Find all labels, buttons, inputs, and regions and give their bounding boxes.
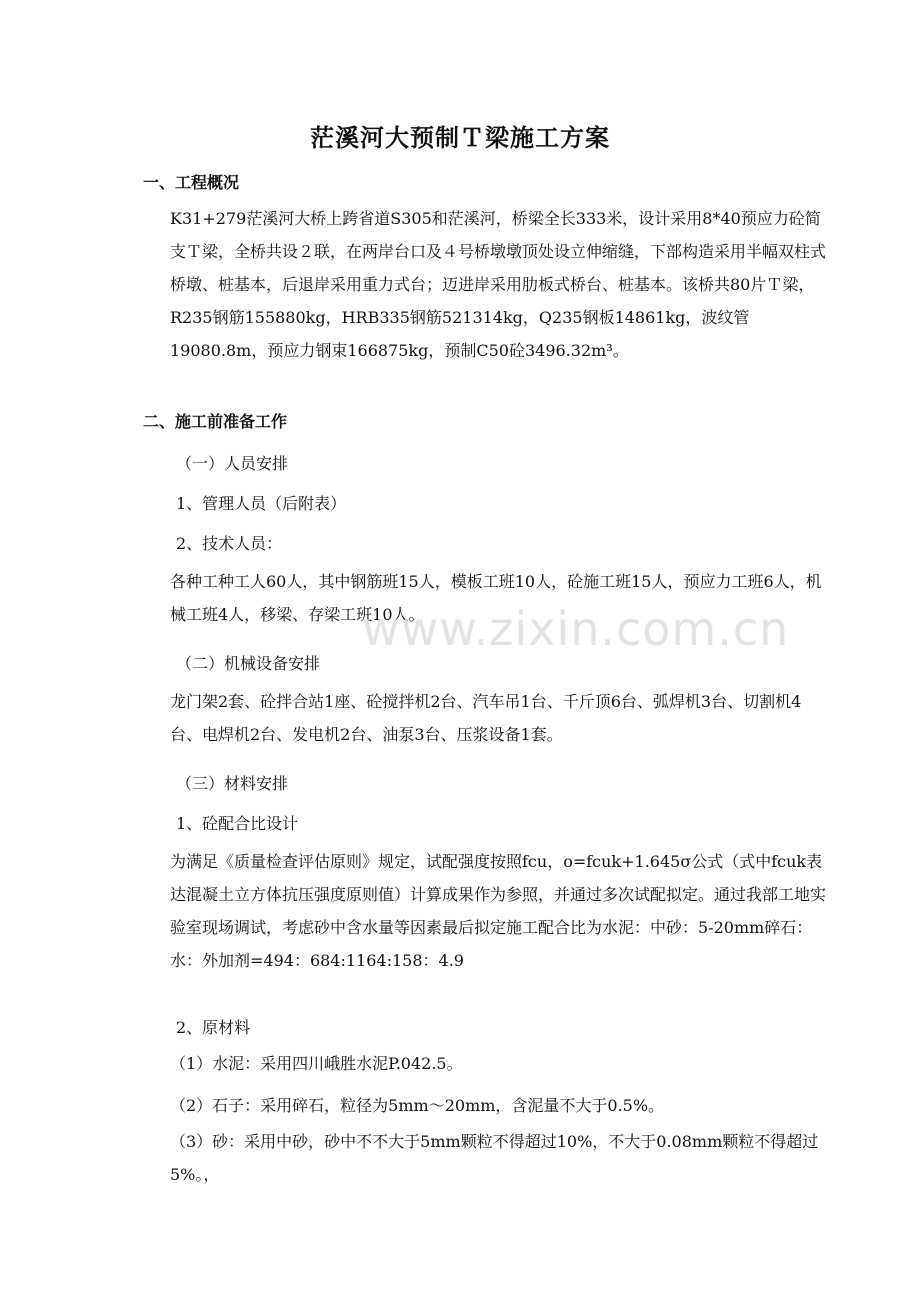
item-mix-design: 1、砼配合比设计: [176, 814, 299, 833]
item-raw-materials: 2、原材料: [176, 1018, 251, 1037]
overview-paragraph: K31+279茫溪河大桥上跨省道S305和茫溪河，桥梁全长333米，设计采用8*40预应力砼简支Ｔ梁，全桥共设２联，在两岸台口及４号桥墩墩顶处设立伸缩缝，下部构造采用半幅双柱式桥墩、桩基本，后退岸采用重力式台；迈进岸采用肋板式桥台、桩基本。该桥共80片Ｔ梁，R235钢筋155880kg，HRB335钢筋521314kg，Q235钢板14861kg，波纹管19080.8m，预应力钢束166875kg，预制C50砼3496.32m³。: [170, 209, 827, 360]
subheading-materials: （三）材料安排: [176, 774, 289, 793]
subheading-machinery: （二）机械设备安排: [176, 654, 321, 673]
document-title: 茫溪河大预制Ｔ梁施工方案: [310, 124, 610, 152]
section-heading-overview: 一、工程概况: [143, 173, 240, 192]
workers-paragraph: 各种工种工人60人，其中钢筋班15人，模板工班10人，砼施工班15人，预应力工班6人，机械工班4人，移梁、存梁工班10人。: [170, 572, 822, 624]
item-technical-staff: 2、技术人员：: [176, 534, 283, 553]
material-cement: （1）水泥：采用四川峨胜水泥P.042.5。: [170, 1054, 463, 1073]
subheading-personnel: （一）人员安排: [176, 454, 289, 473]
item-management-staff: 1、管理人员（后附表）: [176, 494, 347, 513]
material-gravel: （2）石子：采用碎石，粒径为5mm～20mm，含泥量不大于0.5%。: [170, 1096, 665, 1115]
watermark: www.zixin.com.cn: [362, 602, 790, 656]
machinery-paragraph: 龙门架2套、砼拌合站1座、砼搅拌机2台、汽车吊1台、千斤顶6台、弧焊机3台、切割机4台、电焊机2台、发电机2台、油泵3台、压浆设备1套。: [170, 692, 802, 744]
material-sand: （3）砂：采用中砂，砂中不不大于5mm颗粒不得超过10%，不大于0.08mm颗粒不得超过5%。，: [170, 1132, 819, 1184]
mix-design-paragraph: 为满足《质量检查评估原则》规定，试配强度按照fcu，o=fcuk+1.645σ公式（式中fcuk表达混凝土立方体抗压强度原则值）计算成果作为参照，并通过多次试配拟定。通过我部工地实验室现场调试，考虑砂中含水量等因素最后拟定施工配合比为水泥：中砂：5-20mm碎石：水：外加剂=494：684:1164:158：4.9: [170, 852, 827, 970]
section-heading-preparation: 二、施工前准备工作: [143, 412, 288, 431]
